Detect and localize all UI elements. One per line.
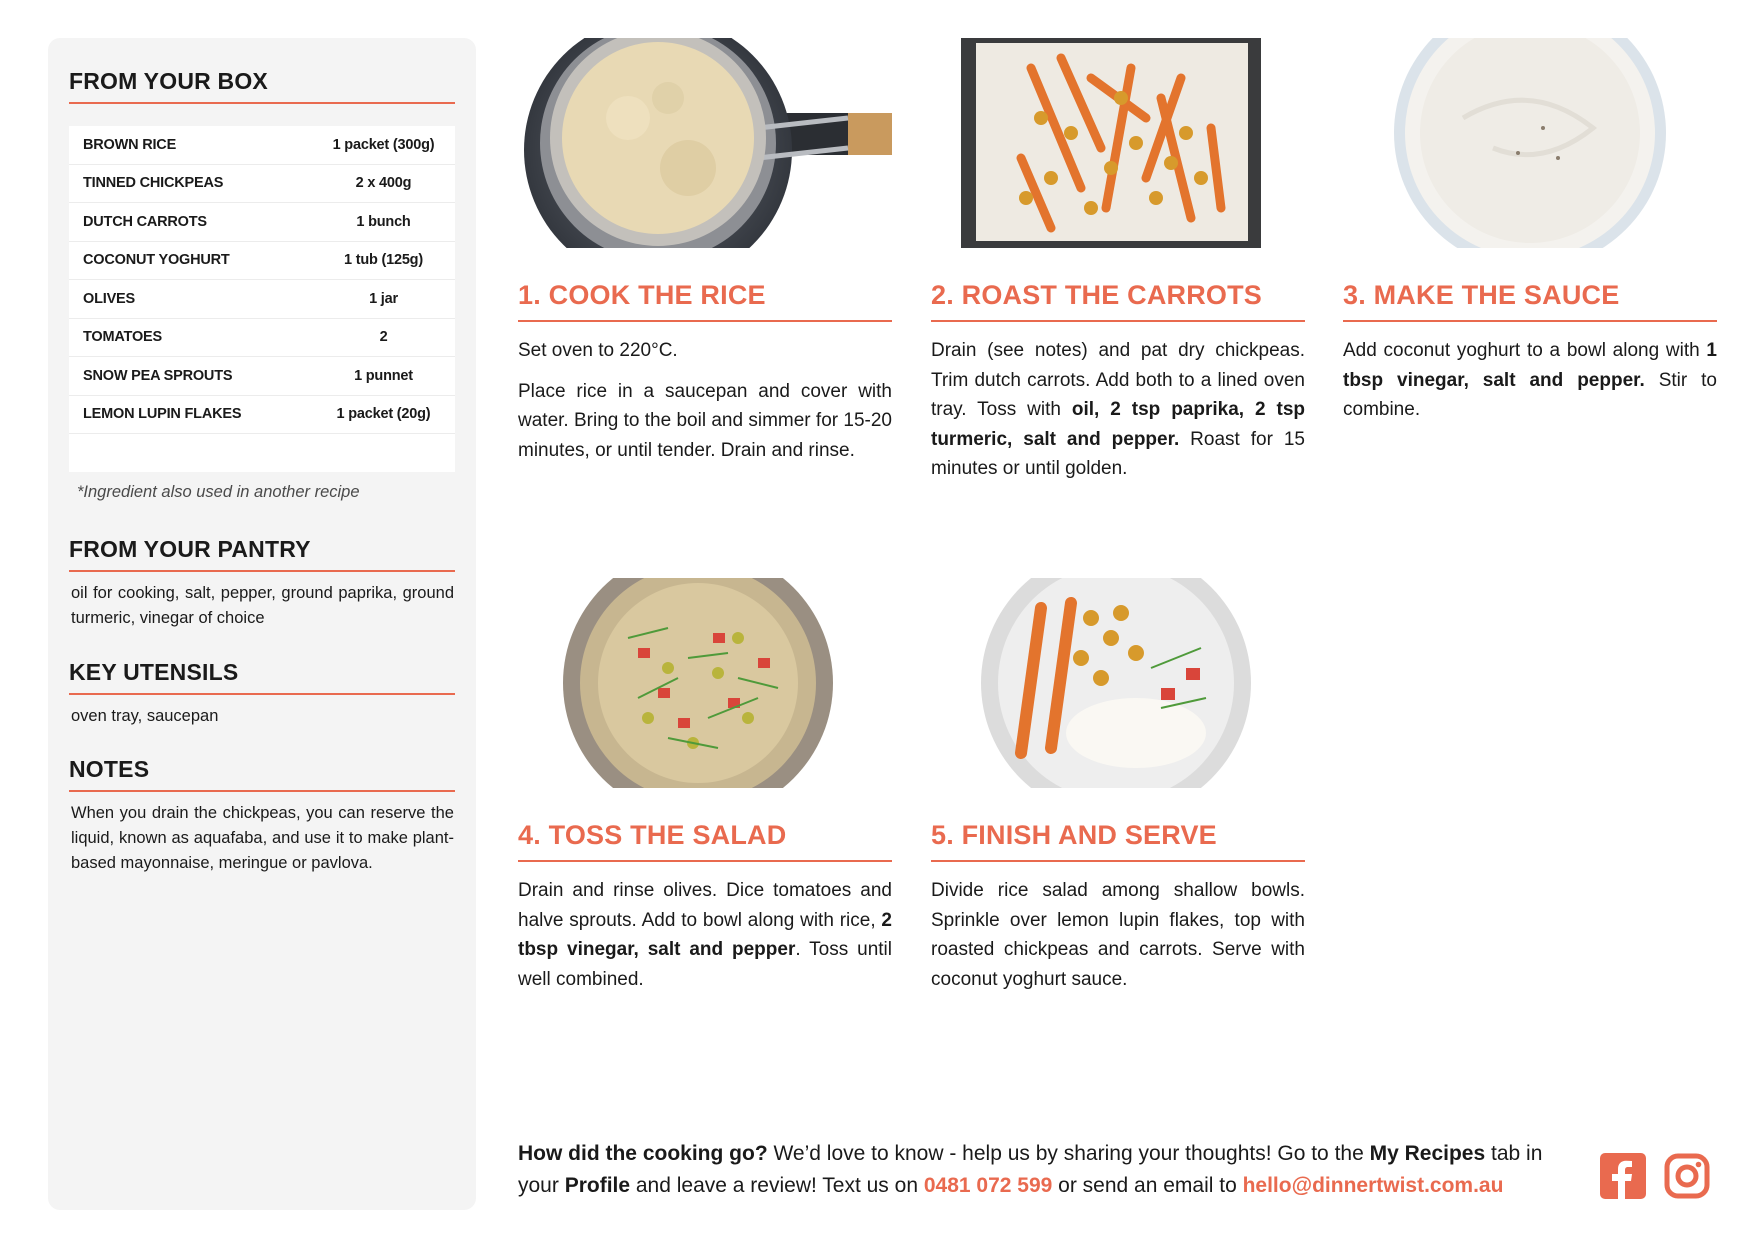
step-3-rule [1343, 320, 1717, 322]
step-1-body [518, 336, 892, 476]
utensils-title-rule [69, 693, 455, 695]
step-paragraph: Set oven to 220°C. [518, 340, 678, 361]
step-4-body [518, 876, 892, 1005]
salad-in-bowl-image [518, 578, 892, 788]
step-5 [931, 578, 1305, 998]
box-title: FROM YOUR BOX [69, 68, 268, 94]
ingredient-row [69, 357, 455, 396]
step-4 [518, 578, 892, 998]
ingredient-qty: 2 x 400g [355, 175, 412, 192]
ingredient-qty: 1 punnet [354, 367, 413, 384]
phone-link[interactable]: 0481 072 599 [923, 1174, 1053, 1197]
email-link[interactable]: hello@dinnertwist.com.au [1242, 1174, 1504, 1197]
step-4-rule [518, 860, 892, 862]
ingredients-table [69, 126, 455, 472]
ingredient-qty: 1 tub (125g) [344, 252, 423, 269]
pantry-text: oil for cooking, salt, pepper, ground paprika, ground turmeric, vinegar of choice [71, 584, 454, 627]
box-title-rule [69, 102, 455, 104]
ingredient-qty: 1 jar [369, 290, 398, 307]
step-2 [931, 38, 1305, 498]
ingredient-qty: 2 [379, 329, 388, 346]
step-paragraph: Divide rice salad among shallow bowls. Sprinkle over lemon lupin flakes, top with roasted chickpeas and carrots. Serve with coconut yoghurt sauce. [931, 880, 1305, 990]
step-3-body [1343, 336, 1717, 436]
ingredient-row [69, 126, 455, 165]
ingredient-row [69, 280, 455, 319]
utensils-text: oven tray, saucepan [71, 707, 219, 725]
step-5-body [931, 876, 1305, 1005]
yoghurt-sauce-bowl-image [1343, 38, 1717, 248]
notes-text: When you drain the chickpeas, you can reserve the liquid, known as aquafaba, and use it to make plant-based mayonnaise, meringue or pavlova. [71, 804, 454, 872]
ingredient-name: TINNED CHICKPEAS [83, 175, 224, 192]
ingredient-row [69, 319, 455, 358]
step-paragraph: Drain and rinse olives. Dice tomatoes and halve sprouts. Add to bowl along with rice, 2 tbsp vinegar, salt and pepper. Toss until well combined. [518, 880, 892, 990]
step-1 [518, 38, 892, 498]
ingredient-qty: 1 packet (300g) [332, 136, 435, 153]
ingredient-row [69, 203, 455, 242]
ingredient-qty: 1 packet (20g) [336, 406, 431, 423]
ingredient-qty: 1 bunch [356, 213, 411, 230]
step-paragraph: Drain (see notes) and pat dry chickpeas. Trim dutch carrots. Add both to a lined oven tray. Toss with oil, 2 tsp paprika, 2 tsp turmeric, salt and pepper. Roast for 15 minutes or until golden. [931, 340, 1306, 479]
utensils-title: KEY UTENSILS [69, 659, 239, 685]
served-plate-image [931, 578, 1305, 788]
ingredient-row [69, 242, 455, 281]
review-prompt: How did the cooking go? We’d love to know - help us by sharing your thoughts! Go to the My Recipes tab in your Profile and leave a review! Text us on 0481 072 599 or send an email to hello@dinnertwist.com.au [518, 1142, 1543, 1197]
notes-title: NOTES [69, 756, 150, 782]
ingredient-name: SNOW PEA SPROUTS [83, 367, 233, 384]
ingredients-sidebar [48, 38, 476, 1210]
ingredient-name: TOMATOES [83, 329, 162, 346]
ingredient-row [69, 165, 455, 204]
step-1-rule [518, 320, 892, 322]
ingredient-name: OLIVES [83, 290, 135, 307]
notes-title-rule [69, 790, 455, 792]
facebook-icon[interactable] [1600, 1153, 1646, 1199]
pantry-title: FROM YOUR PANTRY [69, 536, 311, 562]
step-paragraph: Place rice in a saucepan and cover with water. Bring to the boil and simmer for 15-20 minutes, or until tender. Drain and rinse. [518, 380, 892, 461]
ingredient-footnote: *Ingredient also used in another recipe [77, 483, 360, 501]
pantry-title-rule [69, 570, 455, 572]
carrots-on-tray-image [931, 38, 1305, 248]
ingredient-name: COCONUT YOGHURT [83, 252, 230, 269]
step-2-body [931, 336, 1305, 495]
step-3 [1343, 38, 1717, 498]
step-4-title: 4. TOSS THE SALAD [518, 820, 787, 850]
rice-in-sieve-image [518, 38, 892, 248]
instagram-icon[interactable] [1664, 1153, 1710, 1199]
step-5-title: 5. FINISH AND SERVE [931, 820, 1217, 850]
step-3-title: 3. MAKE THE SAUCE [1343, 280, 1620, 310]
ingredient-name: DUTCH CARROTS [83, 213, 207, 230]
step-2-rule [931, 320, 1305, 322]
ingredient-name: LEMON LUPIN FLAKES [83, 406, 242, 423]
ingredient-name: BROWN RICE [83, 136, 177, 153]
step-paragraph: Add coconut yoghurt to a bowl along with 1 tbsp vinegar, salt and pepper. Stir to combine. [1343, 340, 1718, 420]
ingredient-row [69, 396, 455, 435]
step-5-rule [931, 860, 1305, 862]
step-1-title: 1. COOK THE RICE [518, 280, 766, 310]
step-2-title: 2. ROAST THE CARROTS [931, 280, 1263, 310]
